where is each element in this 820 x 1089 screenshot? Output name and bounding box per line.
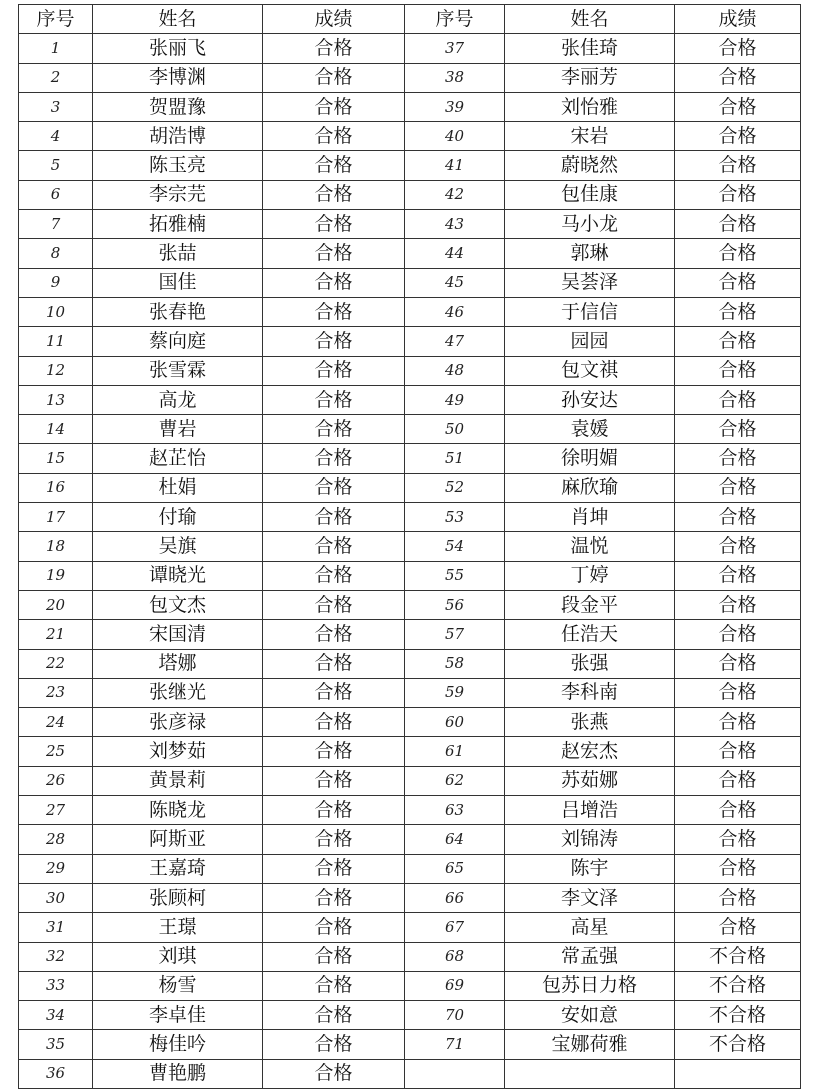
row-score-right: 不合格 [675, 1001, 801, 1030]
row-name-left: 宋国清 [93, 620, 263, 649]
row-score-left: 合格 [263, 151, 405, 180]
row-score-right: 合格 [675, 649, 801, 678]
row-score-left: 合格 [263, 34, 405, 63]
row-index-left: 31 [19, 913, 93, 942]
row-score-left: 合格 [263, 883, 405, 912]
row-index-left: 30 [19, 883, 93, 912]
row-index-left: 23 [19, 678, 93, 707]
row-score-left: 合格 [263, 796, 405, 825]
row-index-right: 68 [405, 942, 505, 971]
table-row [19, 268, 801, 297]
header-score-right: 成绩 [675, 5, 801, 34]
table-body [19, 34, 801, 1089]
header-name-left: 姓名 [93, 5, 263, 34]
table-row [19, 356, 801, 385]
table-row [19, 385, 801, 414]
row-index-right: 44 [405, 239, 505, 268]
row-name-right: 赵宏杰 [505, 737, 675, 766]
row-score-left: 合格 [263, 92, 405, 121]
row-index-right: 39 [405, 92, 505, 121]
row-score-left: 合格 [263, 297, 405, 326]
row-score-left: 合格 [263, 825, 405, 854]
row-index-left: 16 [19, 473, 93, 502]
table-row [19, 737, 801, 766]
row-name-right: 刘怡雅 [505, 92, 675, 121]
row-index-left: 3 [19, 92, 93, 121]
row-name-right: 张燕 [505, 708, 675, 737]
table-row [19, 297, 801, 326]
table-row [19, 532, 801, 561]
row-score-right: 合格 [675, 385, 801, 414]
row-score-right: 合格 [675, 356, 801, 385]
row-score-right: 不合格 [675, 1030, 801, 1059]
table-row [19, 122, 801, 151]
row-score-right: 合格 [675, 561, 801, 590]
row-name-left: 付瑜 [93, 503, 263, 532]
row-score-left: 合格 [263, 210, 405, 239]
row-index-right: 45 [405, 268, 505, 297]
row-index-right: 51 [405, 444, 505, 473]
row-name-right: 肖坤 [505, 503, 675, 532]
row-name-left: 蔡向庭 [93, 327, 263, 356]
row-index-right: 62 [405, 766, 505, 795]
row-name-right: 高星 [505, 913, 675, 942]
row-score-left: 合格 [263, 708, 405, 737]
row-name-right: 丁婷 [505, 561, 675, 590]
row-index-left: 28 [19, 825, 93, 854]
table-row [19, 678, 801, 707]
grade-table [18, 4, 801, 1089]
row-index-right: 64 [405, 825, 505, 854]
row-score-right: 合格 [675, 532, 801, 561]
row-name-left: 梅佳吟 [93, 1030, 263, 1059]
row-score-left: 合格 [263, 239, 405, 268]
row-index-left: 25 [19, 737, 93, 766]
table-row [19, 561, 801, 590]
row-score-right: 合格 [675, 796, 801, 825]
row-index-right: 60 [405, 708, 505, 737]
row-name-left: 王璟 [93, 913, 263, 942]
row-name-right: 宝娜荷雅 [505, 1030, 675, 1059]
row-name-left: 杜娟 [93, 473, 263, 502]
row-name-right: 麻欣瑜 [505, 473, 675, 502]
table-row [19, 971, 801, 1000]
row-name-left: 赵芷怡 [93, 444, 263, 473]
row-index-left: 13 [19, 385, 93, 414]
header-row [19, 5, 801, 34]
row-name-right: 李科南 [505, 678, 675, 707]
row-index-right: 43 [405, 210, 505, 239]
row-index-right: 41 [405, 151, 505, 180]
row-index-right: 59 [405, 678, 505, 707]
row-index-right: 53 [405, 503, 505, 532]
row-index-left: 34 [19, 1001, 93, 1030]
row-name-left: 张顾柯 [93, 883, 263, 912]
row-name-left: 曹岩 [93, 415, 263, 444]
row-name-right: 吴荟泽 [505, 268, 675, 297]
grade-sheet [18, 4, 800, 1085]
row-index-left: 36 [19, 1059, 93, 1088]
row-score-left: 合格 [263, 1001, 405, 1030]
row-index-left: 5 [19, 151, 93, 180]
row-index-right: 48 [405, 356, 505, 385]
row-index-right: 70 [405, 1001, 505, 1030]
row-index-right: 71 [405, 1030, 505, 1059]
row-name-right: 马小龙 [505, 210, 675, 239]
row-name-right: 包文祺 [505, 356, 675, 385]
row-name-right: 郭琳 [505, 239, 675, 268]
row-score-left: 合格 [263, 678, 405, 707]
row-index-right: 63 [405, 796, 505, 825]
row-index-right: 66 [405, 883, 505, 912]
table-row [19, 1059, 801, 1088]
row-index-left: 18 [19, 532, 93, 561]
row-index-left: 11 [19, 327, 93, 356]
row-index-left: 4 [19, 122, 93, 151]
row-score-left: 合格 [263, 620, 405, 649]
row-score-left: 合格 [263, 122, 405, 151]
row-name-right: 李文泽 [505, 883, 675, 912]
table-row [19, 796, 801, 825]
row-index-left: 26 [19, 766, 93, 795]
row-name-right: 常孟强 [505, 942, 675, 971]
row-score-left: 合格 [263, 532, 405, 561]
table-row [19, 1001, 801, 1030]
row-index-right: 67 [405, 913, 505, 942]
row-index-right: 37 [405, 34, 505, 63]
row-name-right: 张强 [505, 649, 675, 678]
table-row [19, 503, 801, 532]
row-name-right: 吕增浩 [505, 796, 675, 825]
table-row [19, 473, 801, 502]
row-score-left: 合格 [263, 766, 405, 795]
row-score-right: 合格 [675, 883, 801, 912]
row-score-left: 合格 [263, 561, 405, 590]
table-row [19, 63, 801, 92]
row-index-left: 12 [19, 356, 93, 385]
row-index-right: 56 [405, 590, 505, 619]
table-row [19, 649, 801, 678]
row-index-right: 55 [405, 561, 505, 590]
row-index-right: 65 [405, 854, 505, 883]
row-index-right: 38 [405, 63, 505, 92]
row-score-left: 合格 [263, 942, 405, 971]
row-name-left: 张彦禄 [93, 708, 263, 737]
row-name-left: 贺盟豫 [93, 92, 263, 121]
row-index-left: 1 [19, 34, 93, 63]
row-name-left: 包文杰 [93, 590, 263, 619]
row-score-right: 合格 [675, 444, 801, 473]
row-score-left: 合格 [263, 180, 405, 209]
row-score-right: 合格 [675, 825, 801, 854]
row-score-right: 不合格 [675, 942, 801, 971]
row-name-left: 张春艳 [93, 297, 263, 326]
row-name-right [505, 1059, 675, 1088]
row-name-right: 包苏日力格 [505, 971, 675, 1000]
row-name-left: 陈玉亮 [93, 151, 263, 180]
row-name-right: 苏茹娜 [505, 766, 675, 795]
row-name-right: 任浩天 [505, 620, 675, 649]
table-row [19, 942, 801, 971]
row-score-right: 合格 [675, 737, 801, 766]
row-score-right: 合格 [675, 210, 801, 239]
row-score-right: 合格 [675, 268, 801, 297]
row-name-left: 刘梦茹 [93, 737, 263, 766]
table-row [19, 825, 801, 854]
row-name-left: 杨雪 [93, 971, 263, 1000]
row-index-left: 33 [19, 971, 93, 1000]
row-index-right: 69 [405, 971, 505, 1000]
row-name-right: 刘锦涛 [505, 825, 675, 854]
row-score-right: 合格 [675, 92, 801, 121]
table-row [19, 620, 801, 649]
row-name-left: 谭晓光 [93, 561, 263, 590]
row-index-left: 6 [19, 180, 93, 209]
row-score-right: 合格 [675, 854, 801, 883]
row-score-left: 合格 [263, 913, 405, 942]
row-score-left: 合格 [263, 649, 405, 678]
row-score-left: 合格 [263, 1059, 405, 1088]
table-row [19, 766, 801, 795]
row-name-right: 园园 [505, 327, 675, 356]
header-score-left: 成绩 [263, 5, 405, 34]
row-score-right: 合格 [675, 239, 801, 268]
row-index-right [405, 1059, 505, 1088]
row-score-left: 合格 [263, 473, 405, 502]
row-score-right: 合格 [675, 180, 801, 209]
row-index-right: 58 [405, 649, 505, 678]
row-index-left: 17 [19, 503, 93, 532]
row-score-left: 合格 [263, 63, 405, 92]
table-row [19, 180, 801, 209]
row-name-left: 李卓佳 [93, 1001, 263, 1030]
row-name-left: 国佳 [93, 268, 263, 297]
row-score-left: 合格 [263, 1030, 405, 1059]
row-score-right: 合格 [675, 327, 801, 356]
row-score-left: 合格 [263, 268, 405, 297]
row-index-right: 57 [405, 620, 505, 649]
row-name-left: 张雪霖 [93, 356, 263, 385]
header-name-right: 姓名 [505, 5, 675, 34]
row-index-right: 47 [405, 327, 505, 356]
row-score-left: 合格 [263, 444, 405, 473]
table-row [19, 708, 801, 737]
row-score-right: 合格 [675, 766, 801, 795]
row-index-left: 21 [19, 620, 93, 649]
row-name-left: 高龙 [93, 385, 263, 414]
table-row [19, 590, 801, 619]
row-name-left: 吴旗 [93, 532, 263, 561]
row-index-left: 19 [19, 561, 93, 590]
row-name-left: 陈晓龙 [93, 796, 263, 825]
table-row [19, 913, 801, 942]
row-index-left: 9 [19, 268, 93, 297]
row-score-left: 合格 [263, 356, 405, 385]
row-name-right: 段金平 [505, 590, 675, 619]
row-name-left: 刘琪 [93, 942, 263, 971]
row-index-left: 15 [19, 444, 93, 473]
row-index-right: 42 [405, 180, 505, 209]
table-row [19, 210, 801, 239]
row-index-right: 49 [405, 385, 505, 414]
row-name-right: 安如意 [505, 1001, 675, 1030]
row-index-left: 29 [19, 854, 93, 883]
row-score-left: 合格 [263, 971, 405, 1000]
table-row [19, 239, 801, 268]
row-index-left: 7 [19, 210, 93, 239]
row-index-right: 50 [405, 415, 505, 444]
row-score-right: 合格 [675, 620, 801, 649]
row-score-left: 合格 [263, 737, 405, 766]
row-name-left: 胡浩博 [93, 122, 263, 151]
row-score-left: 合格 [263, 327, 405, 356]
row-score-right: 合格 [675, 34, 801, 63]
table-row [19, 327, 801, 356]
row-score-right: 合格 [675, 122, 801, 151]
row-name-right: 徐明媚 [505, 444, 675, 473]
row-index-left: 20 [19, 590, 93, 619]
row-name-left: 李博渊 [93, 63, 263, 92]
row-index-right: 54 [405, 532, 505, 561]
row-name-left: 张丽飞 [93, 34, 263, 63]
row-name-right: 包佳康 [505, 180, 675, 209]
row-score-left: 合格 [263, 854, 405, 883]
header-index-right: 序号 [405, 5, 505, 34]
row-score-right: 合格 [675, 297, 801, 326]
row-name-left: 曹艳鹏 [93, 1059, 263, 1088]
row-name-right: 李丽芳 [505, 63, 675, 92]
row-score-right: 合格 [675, 473, 801, 502]
row-score-right: 合格 [675, 63, 801, 92]
row-name-left: 黄景莉 [93, 766, 263, 795]
row-index-left: 35 [19, 1030, 93, 1059]
row-index-right: 40 [405, 122, 505, 151]
row-score-left: 合格 [263, 415, 405, 444]
table-row [19, 1030, 801, 1059]
row-score-left: 合格 [263, 503, 405, 532]
row-name-right: 陈宇 [505, 854, 675, 883]
row-score-right: 合格 [675, 678, 801, 707]
row-name-left: 王嘉琦 [93, 854, 263, 883]
row-name-right: 孙安达 [505, 385, 675, 414]
row-score-right [675, 1059, 801, 1088]
row-name-right: 于信信 [505, 297, 675, 326]
row-name-left: 张继光 [93, 678, 263, 707]
row-score-right: 合格 [675, 590, 801, 619]
row-index-left: 32 [19, 942, 93, 971]
row-score-left: 合格 [263, 385, 405, 414]
row-name-left: 拓雅楠 [93, 210, 263, 239]
row-score-left: 合格 [263, 590, 405, 619]
row-index-right: 46 [405, 297, 505, 326]
row-score-right: 合格 [675, 415, 801, 444]
header-index-left: 序号 [19, 5, 93, 34]
table-row [19, 34, 801, 63]
row-name-left: 塔娜 [93, 649, 263, 678]
row-name-right: 蔚晓然 [505, 151, 675, 180]
row-score-right: 合格 [675, 503, 801, 532]
row-index-left: 8 [19, 239, 93, 268]
row-score-right: 合格 [675, 913, 801, 942]
row-index-left: 10 [19, 297, 93, 326]
row-index-left: 24 [19, 708, 93, 737]
row-score-right: 合格 [675, 151, 801, 180]
row-score-right: 不合格 [675, 971, 801, 1000]
table-row [19, 415, 801, 444]
row-index-left: 2 [19, 63, 93, 92]
row-name-right: 宋岩 [505, 122, 675, 151]
table-row [19, 854, 801, 883]
row-name-right: 张佳琦 [505, 34, 675, 63]
table-row [19, 444, 801, 473]
table-row [19, 883, 801, 912]
row-name-left: 李宗芫 [93, 180, 263, 209]
row-name-left: 阿斯亚 [93, 825, 263, 854]
row-score-right: 合格 [675, 708, 801, 737]
row-name-left: 张喆 [93, 239, 263, 268]
table-row [19, 151, 801, 180]
row-name-right: 温悦 [505, 532, 675, 561]
table-row [19, 92, 801, 121]
row-index-left: 14 [19, 415, 93, 444]
row-index-right: 61 [405, 737, 505, 766]
row-name-right: 袁媛 [505, 415, 675, 444]
row-index-left: 22 [19, 649, 93, 678]
row-index-left: 27 [19, 796, 93, 825]
row-index-right: 52 [405, 473, 505, 502]
